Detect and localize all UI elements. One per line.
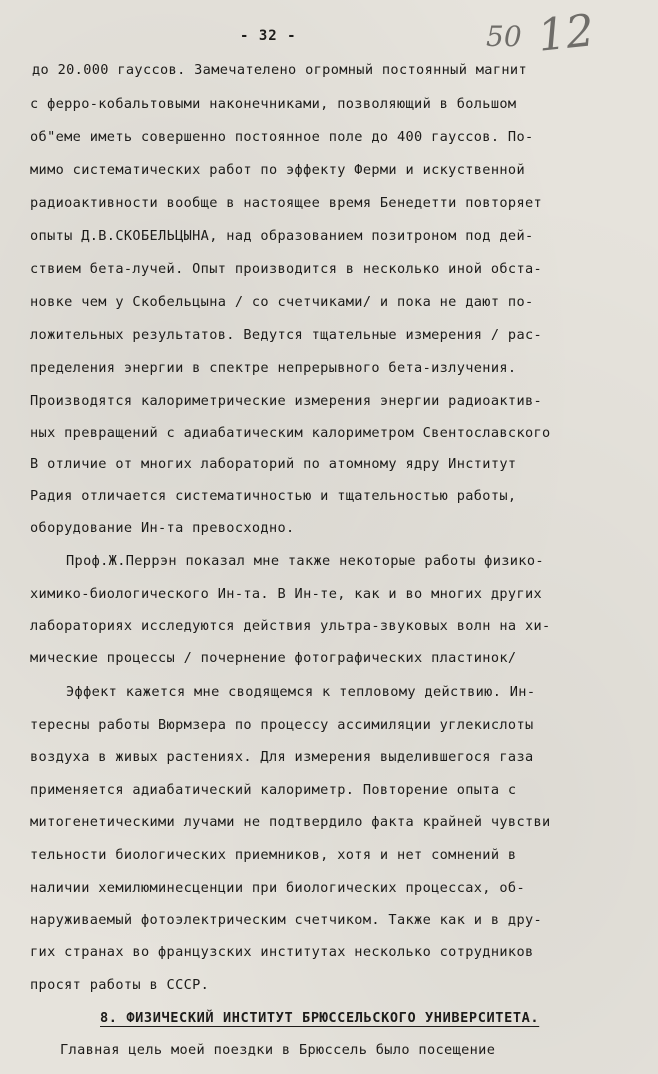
text-line: химико-биологического Ин-та. В Ин-те, как и во многих других	[30, 586, 543, 602]
text-line: с ферро-кобальтовыми наконечниками, позволяющий в большом	[30, 96, 517, 112]
text-line: Главная цель моей поездки в Брюссель было посещение	[60, 1042, 496, 1058]
text-line: опыты Д.В.СКОБЕЛЬЦЫНА, над образованием позитроном под дей-	[30, 228, 534, 244]
text-line: мимо систематических работ по эффекту Ферми и искуственной	[30, 162, 525, 178]
page-number: - 32 -	[240, 28, 297, 44]
text-line: тересны работы Вюрмзера по процессу ассимиляции углекислоты	[30, 717, 534, 733]
archive-number-new: 12	[535, 5, 597, 62]
text-line: просят работы в СССР.	[30, 977, 210, 993]
section-heading: 8. ФИЗИЧЕСКИЙ ИНСТИТУТ БРЮССЕЛЬСКОГО УНИВЕРСИТЕТА.	[100, 1010, 540, 1026]
text-line: ствием бета-лучей. Опыт производится в несколько иной обста-	[30, 261, 543, 277]
text-line: оборудование Ин-та превосходно.	[30, 520, 295, 536]
text-line: наличии хемилюминесценции при биологических процессах, об-	[30, 880, 525, 896]
text-line: до 20.000 гауссов. Замечателено огромный постоянный магнит	[32, 62, 527, 78]
text-line: Проф.Ж.Перрэн показал мне также некоторые работы физико-	[66, 553, 544, 569]
text-line: лабораториях исследуются действия ультра-звуковых волн на хи-	[30, 618, 551, 634]
text-line: новке чем у Скобельцына / со счетчиками/ и пока не дают по-	[30, 294, 534, 310]
text-line: применяется адиабатический калориметр. Повторение опыта с	[30, 782, 517, 798]
text-line: Радия отличается систематичностью и тщательностью работы,	[30, 488, 517, 504]
text-line: мические процессы / почернение фотографических пластинок/	[30, 650, 517, 666]
text-line: об"еме иметь совершенно постоянное поле до 400 гауссов. По-	[30, 129, 534, 145]
text-line: митогенетическими лучами не подтвердило факта крайней чувстви	[30, 814, 551, 830]
archive-number-old: 50	[486, 20, 522, 53]
text-line: Эффект кажется мне сводящемся к тепловому действию. Ин-	[66, 684, 536, 700]
text-line: тельности биологических приемников, хотя и нет сомнений в	[30, 847, 517, 863]
text-line: пределения энергии в спектре непрерывного бета-излучения.	[30, 360, 517, 376]
text-line: наруживаемый фотоэлектрическим счетчиком. Также как и в дру-	[30, 912, 543, 928]
text-line: ложительных результатов. Ведутся тщательные измерения / рас-	[30, 327, 543, 343]
text-line: В отличие от многих лабораторий по атомному ядру Институт	[30, 456, 517, 472]
text-line: Производятся калориметрические измерения энергии радиоактив-	[30, 393, 543, 409]
text-line: ных превращений с адиабатическим калориметром Свентославского	[30, 425, 551, 441]
text-line: воздуха в живых растениях. Для измерения выделившегося газа	[30, 749, 534, 765]
text-line: радиоактивности вообще в настоящее время Бенедетти повторяет	[30, 195, 543, 211]
text-line: гих странах во французских институтах несколько сотрудников	[30, 944, 534, 960]
